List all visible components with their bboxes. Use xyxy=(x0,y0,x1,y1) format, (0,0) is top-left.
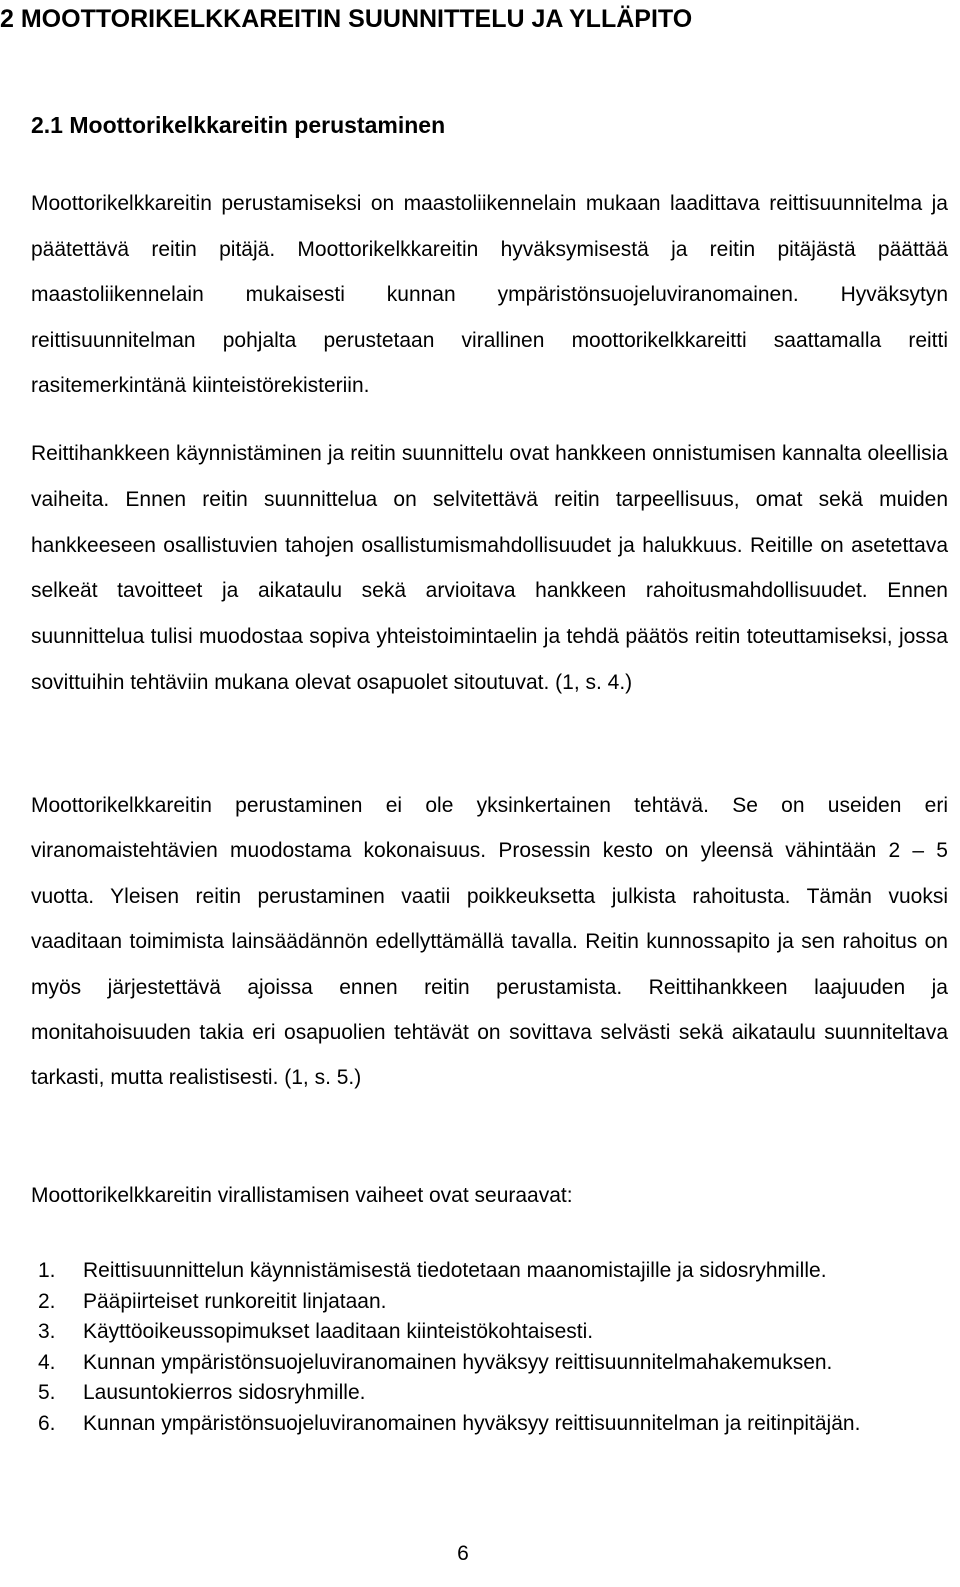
list-item-text: Kunnan ympäristönsuojeluviranomainen hyväksyy reittisuunnitelmahakemuksen. xyxy=(83,1350,833,1374)
page-number: 6 xyxy=(457,1542,469,1565)
list-item-number: 6. xyxy=(38,1411,56,1435)
list-item xyxy=(31,1378,948,1409)
paragraph-3: Moottorikelkkareitin perustaminen ei ole yksinkertainen tehtävä. Se on useiden eri viranomaistehtävien muodostama kokonaisuus. Prosessin kesto on yleensä vähintään 2 – 5 vuotta. Yleisen reitin perustaminen vaatii poikkeuksetta julkista rahoitusta. Tämän vuoksi vaaditaan toimimista lainsäädännön edellyttämällä tavalla. Reitin kunnossapito ja sen rahoitus on myös järjestettävä ajoissa ennen reitin perustamista. Reittihankkeen laajuuden ja monitahoisuuden takia eri osapuolien tehtävät on sovittava selvästi sekä aikataulu suunniteltava tarkasti, mutta realistisesti. (1, s. 5.) xyxy=(31,794,948,1090)
paragraph-1: Moottorikelkkareitin perustamiseksi on maastoliikennelain mukaan laadittava reittisuunnitelma ja päätettävä reitin pitäjä. Moottorikelkkareitin hyväksymisestä ja reitin pitäjästä päättää maastoliikennelain mukaisesti kunnan ympäristönsuojeluviranomainen. Hyväksytyn reittisuunnitelman pohjalta perustetaan virallinen moottorikelkkareitti saattamalla reitti rasitemerkintänä kiinteistörekisteriin. xyxy=(31,192,948,397)
list-item xyxy=(31,1287,948,1318)
list-item-number: 1. xyxy=(38,1259,56,1282)
list-item-number: 2. xyxy=(38,1289,56,1313)
chapter-title: 2 MOOTTORIKELKKAREITIN SUUNNITTELU JA YLLÄPITO xyxy=(0,5,693,33)
paragraph-2: Reittihankkeen käynnistäminen ja reitin suunnittelu ovat hankkeen onnistumisen kannalta oleellisia vaiheita. Ennen reitin suunnittelua on selvitettävä reitin tarpeellisuus, omat sekä muiden hankkeeseen osallistuvien tahojen osallistumismahdollisuudet ja halukkuus. Reitille on asetettava selkeät tavoitteet ja aikataulu sekä arvioitava hankkeen rahoitusmahdollisuudet. Ennen suunnittelua tulisi muodostaa sopiva yhteistoimintaelin ja tehdä päätös reitin toteuttamiseksi, jossa sovittuihin tehtäviin mukana olevat osapuolet sitoutuvat. (1, s. 4.) xyxy=(31,442,948,694)
list-item xyxy=(31,1409,948,1440)
list-item-number: 5. xyxy=(38,1381,56,1404)
list-item-number: 4. xyxy=(38,1350,56,1374)
list-item xyxy=(31,1256,948,1287)
list-item-text: Pääpiirteiset runkoreitit linjataan. xyxy=(83,1289,387,1313)
list-item-text: Käyttöoikeussopimukset laaditaan kiinteistökohtaisesti. xyxy=(83,1320,594,1343)
list-item-text: Reittisuunnittelun käynnistämisestä tiedotetaan maanomistajille ja sidosryhmille. xyxy=(83,1259,827,1282)
steps-list xyxy=(31,1256,948,1439)
list-item-text: Lausuntokierros sidosryhmille. xyxy=(83,1381,366,1404)
section-title: 2.1 Moottorikelkkareitin perustaminen xyxy=(31,112,446,138)
list-item xyxy=(31,1317,948,1348)
list-item-text: Kunnan ympäristönsuojeluviranomainen hyväksyy reittisuunnitelman ja reitinpitäjän. xyxy=(83,1411,861,1435)
paragraph-4: Moottorikelkkareitin virallistamisen vaiheet ovat seuraavat: xyxy=(31,1184,573,1207)
list-item xyxy=(31,1348,948,1379)
list-item-number: 3. xyxy=(38,1320,56,1343)
